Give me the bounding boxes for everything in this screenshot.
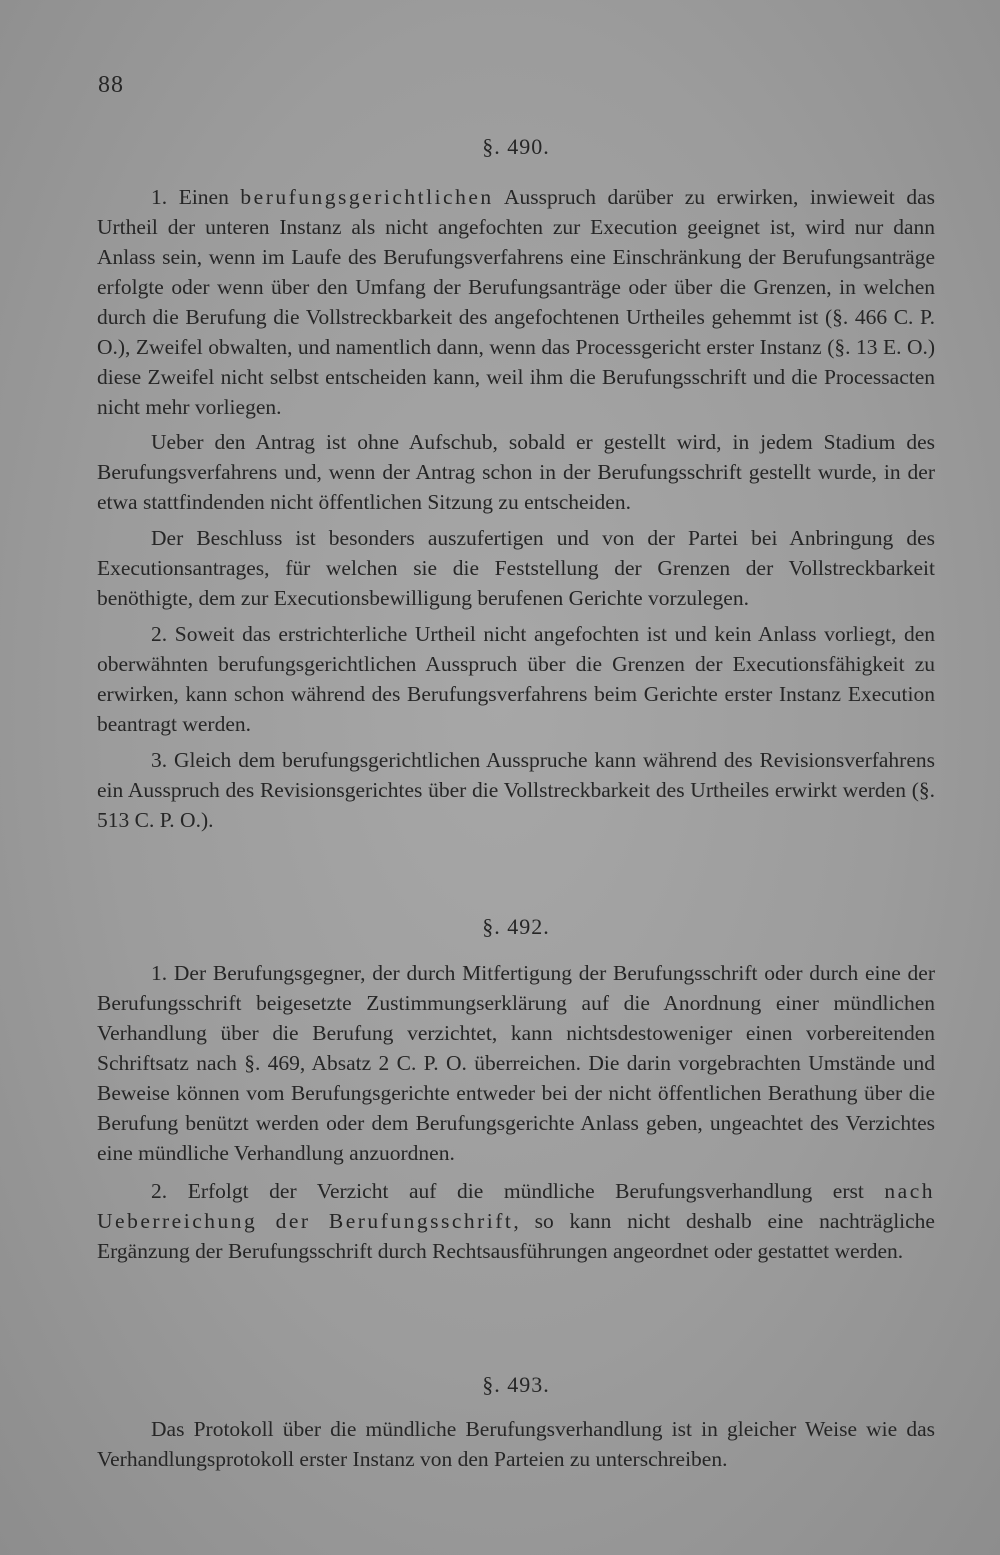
paragraph: [97, 182, 935, 422]
paragraph: 1. Der Berufungsgegner, der durch Mitfertigung der Berufungsschrift oder durch eine der Berufungsschrift beigesetzte Zustimmungserklärung auf die Anordnung einer mündlichen Verhandlung über die Berufung verzichtet, kann nichtsdestoweniger einen vorbereitenden Schriftsatz nach §. 469, Absatz 2 C. P. O. überreichen. Die darin vorgebrachten Umstände und Beweise können vom Berufungsgerichte entweder bei der nicht öffentlichen Berathung über die Berufung benützt werden oder dem Berufungsgerichte Anlass geben, ungeachtet des Verzichtes eine mündliche Verhandlung anzuordnen.: [97, 961, 935, 1165]
paragraph-lead: 2. Erfolgt der Verzicht auf die mündliche Berufungsverhandlung erst: [151, 1179, 885, 1203]
paragraph: 3. Gleich dem berufungsgerichtlichen Ausspruche kann während des Revisionsverfahrens ein Ausspruch des Revisionsgerichtes über die Vollstreckbarkeit des Urtheiles erwirkt werden (§. 513 C. P. O.).: [97, 748, 935, 832]
paragraph: Ueber den Antrag ist ohne Aufschub, sobald er gestellt wird, in jedem Stadium des Berufungsverfahrens und, wenn der Antrag schon in der Berufungsschrift gestellt wurde, in der etwa stattfindenden nicht öffentlichen Sitzung zu entscheiden.: [97, 430, 935, 514]
spaced-emphasis: nach Ueberreichung der Berufungsschrift: [97, 1179, 935, 1233]
section-heading: §. 490.: [482, 134, 550, 159]
section-heading: §. 492.: [482, 914, 550, 939]
paragraph: Der Beschluss ist besonders auszufertigen und von der Partei bei Anbringung des Executionsantrages, für welchen sie die Feststellung der Grenzen der Vollstreckbarkeit benöthigte, dem zur Executionsbewilligung berufenen Gerichte vorzulegen.: [97, 526, 935, 610]
page-number: 88: [98, 72, 124, 98]
section-492: [97, 914, 935, 1266]
paragraph: Das Protokoll über die mündliche Berufungsverhandlung ist in gleicher Weise wie das Verhandlungsprotokoll erster Instanz von den Parteien zu unterschreiben.: [97, 1417, 935, 1471]
paragraph-lead: 1. Einen: [151, 185, 241, 209]
paragraph: 2. Soweit das erstrichterliche Urtheil nicht angefochten ist und kein Anlass vorliegt, den oberwähnten berufungsgerichtlichen Ausspruch über die Grenzen der Executionsfähigkeit zu erwirken, kann schon während des Berufungsverfahrens beim Gerichte erster Instanz Execution beantragt werden.: [97, 622, 935, 736]
paragraph-text: Ausspruch darüber zu erwirken, inwieweit das Urtheil der unteren Instanz als nicht angefochten zur Execution geeignet ist, wird nur dann Anlass sein, wenn im Laufe des Berufungsverfahrens eine Einschränkung der Berufungsanträge erfolgte oder wenn über den Umfang der Berufungsanträge oder über die Grenzen, in welchen durch die Berufung die Vollstreckbarkeit des angefochtenen Urtheiles gehemmt ist (§. 466 C. P. O.), Zweifel obwalten, und namentlich dann, wenn das Processgericht erster Instanz (§. 13 E. O.) diese Zweifel nicht selbst entscheiden kann, weil ihm die Berufungsschrift und die Processacten nicht mehr vorliegen.: [97, 185, 935, 419]
section-493: [97, 1372, 935, 1474]
paragraph-text: , so kann nicht deshalb eine nachträgliche Ergänzung der Berufungsschrift durch Rechtsausführungen angeordnet oder gestattet werden.: [97, 1209, 935, 1263]
paragraph: [97, 1176, 935, 1266]
section-490: [97, 134, 935, 835]
spaced-emphasis: berufungsgerichtlichen: [240, 185, 494, 209]
section-heading: §. 493.: [482, 1372, 550, 1397]
